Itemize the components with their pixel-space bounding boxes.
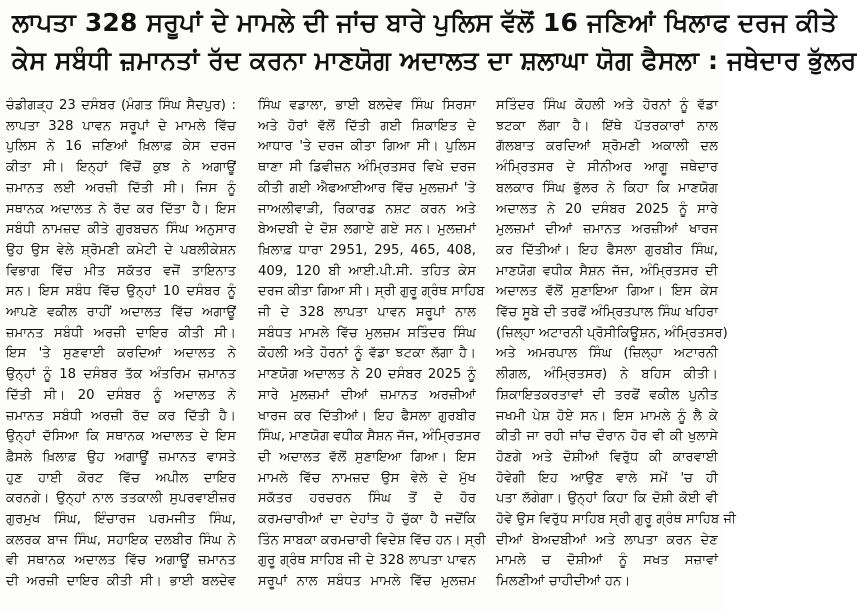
article-line: ਕੋਹਲੀ ਅਤੇ ਹੋਰਨਾਂ ਨੂੰ ਵੱਡਾ ਝਟਕਾ ਲੱਗਾ ਹੈ। <box>258 346 476 362</box>
article-line: ਸਿੰਘ, ਮਾਣਯੋਗ ਵਧੀਕ ਸੈਸ਼ਨ ਜੱਜ, ਅੰਮ੍ਰਿਤਸਰ <box>258 429 481 445</box>
article-line: ਫ਼ੈਸਲੇ ਖ਼ਿਲਾਫ਼ ਉਹ ਅਗਾਊਂ ਜ਼ਮਾਨਤ ਵਾਸਤੇ <box>6 449 236 465</box>
article-line: ਉਹ ਉਸ ਵੇਲੇ ਸ਼੍ਰੋਮਣੀ ਕਮੇਟੀ ਦੇ ਪਬਲੀਕੇਸ਼ਨ <box>6 242 236 258</box>
article-line: ਇਸ 'ਤੇ ਸੁਣਵਾਈ ਕਰਦਿਆਂ ਅਦਾਲਤ ਨੇ <box>6 346 236 362</box>
article-line: ਹੋਵੇ ਉਸ ਵਿਰੁੱਧ ਸਾਹਿਬ ਸ੍ਰੀ ਗੁਰੂ ਗ੍ਰੰਥ ਸਾਹਿਬ ਜੀ <box>496 512 737 528</box>
headline-line-2: ਕੇਸ ਸਬੰਧੀ ਜ਼ਮਾਨਤਾਂ ਰੱਦ ਕਰਨਾ ਮਾਣਯੋਗ ਅਦਾਲਤ ਦਾ ਸ਼ਲਾਘਾ ਯੋਗ ਫੈਸਲਾ : ਜਥੇਦਾਰ ਭੁੱਲਰ <box>12 46 857 75</box>
article-line: ਮੁਲਜ਼ਮਾਂ ਦੀਆਂ ਜ਼ਮਾਨਤ ਅਰਜ਼ੀਆਂ ਖਾਰਜ <box>496 222 718 238</box>
article-line: ਮਾਮਲੇ ਵਿੱਚ ਨਾਮਜ਼ਦ ਉਸ ਵੇਲੇ ਦੇ ਮੁੱਖ <box>258 470 476 486</box>
article-line: ਉਨ੍ਹਾਂ ਦੱਸਿਆ ਕਿ ਸਥਾਨਕ ਅਦਾਲਤ ਦੇ ਇਸ <box>6 429 236 445</box>
article-line: ਹੋਣਗੇ ਅਤੇ ਦੋਸ਼ੀਆਂ ਵਿਰੁੱਧ ਕੀ ਕਾਰਵਾਈ <box>496 449 718 465</box>
article-line: ਲਾਪਤਾ 328 ਪਾਵਨ ਸਰੂਪਾਂ ਦੇ ਮਾਮਲੇ ਵਿੱਚ <box>6 118 236 134</box>
article-line: ਉਨ੍ਹਾਂ ਨੂੰ 18 ਦਸੰਬਰ ਤੱਕ ਅੰਤਰਿਮ ਜ਼ਮਾਨਤ <box>6 367 236 383</box>
article-line: ਸਬੰਧੀ ਨਾਮਜ਼ਦ ਕੀਤੇ ਗੁਰਬਚਨ ਸਿੰਘ ਅਨੁਸਾਰ <box>6 222 236 238</box>
article-line: ਸਕੱਤਰ ਹਰਚਰਨ ਸਿੰਘ ਤੋਂ ਦੋ ਹੋਰ <box>258 491 476 507</box>
article-line: ਸਿੰਘ ਵਡਾਲਾ, ਭਾਈ ਬਲਦੇਵ ਸਿੰਘ ਸਿਰਸਾ <box>258 98 476 113</box>
article-line: ਬਲਕਾਰ ਸਿੰਘ ਭੁੱਲਰ ਨੇ ਕਿਹਾ ਕਿ ਮਾਣਯੋਗ <box>496 180 718 196</box>
article-line: ਲੀਗਲ, ਅੰਮ੍ਰਿਤਸਰ) ਨੇ ਬਹਿਸ ਕੀਤੀ। <box>496 367 718 383</box>
article-line: ਤਿੰਨ ਸਾਬਕਾ ਕਰਮਚਾਰੀ ਵਿਦੇਸ਼ ਵਿੱਚ ਹਨ। ਸ੍ਰੀ <box>258 532 486 548</box>
article-line: ਥਾਣਾ ਸੀ ਡਿਵੀਜ਼ਨ ਅੰਮ੍ਰਿਤਸਰ ਵਿਖੇ ਦਰਜ <box>258 160 476 176</box>
article-line: ਕੀਤਾ ਸੀ। ਇਨ੍ਹਾਂ ਵਿੱਚੋਂ ਕੁਝ ਨੇ ਅਗਾਊਂ <box>6 160 236 176</box>
article-column-1 <box>6 96 246 606</box>
article-line: ਦਰਜ ਕੀਤਾ ਗਿਆ ਸੀ। ਸ੍ਰੀ ਗੁਰੂ ਗ੍ਰੰਥ ਸਾਹਿਬ <box>258 284 485 300</box>
article-line: ਮਾਣਯੋਗ ਵਧੀਕ ਸੈਸ਼ਨ ਜੱਜ, ਅੰਮ੍ਰਿਤਸਰ ਦੀ <box>496 263 718 279</box>
article-line: ਹੋਵੇਗੀ ਇਹ ਆਉਣ ਵਾਲੇ ਸਮੇਂ 'ਚ ਹੀ <box>496 470 718 486</box>
article-line: ਸ਼ਿਕਾਇਤਕਰਤਾਵਾਂ ਦੀ ਤਰਫੋਂ ਵਕੀਲ ਪੁਨੀਤ <box>496 387 718 403</box>
article-line: ਅੰਮ੍ਰਿਤਸਰ ਦੇ ਸੀਨੀਅਰ ਆਗੂ ਜਥੇਦਾਰ <box>496 160 718 176</box>
article-line: ਕਰਨਗੇ। ਉਨ੍ਹਾਂ ਨਾਲ ਤਤਕਾਲੀ ਸੁਪਰਵਾਈਜ਼ਰ <box>6 491 236 507</box>
article-column-2 <box>246 96 484 606</box>
article-line: ਵਿਭਾਗ ਵਿੱਚ ਮੀਤ ਸਕੱਤਰ ਵਜੋਂ ਤਾਇਨਾਤ <box>6 263 236 279</box>
article-line: ਆਪਣੇ ਵਕੀਲ ਰਾਹੀਂ ਅਦਾਲਤ ਵਿੱਚ ਅਗਾਊਂ <box>6 305 236 321</box>
article-line: ਸਰੂਪਾਂ ਨਾਲ ਸਬੰਧਤ ਮਾਮਲੇ ਵਿੱਚ ਮੁਲਜ਼ਮ <box>258 574 476 590</box>
article-line: ਝਟਕਾ ਲੱਗਾ ਹੈ। ਇੱਥੇ ਪੱਤਰਕਾਰਾਂ ਨਾਲ <box>496 118 718 134</box>
article-line: ਕਰਮਚਾਰੀਆਂ ਦਾ ਦੇਹਾਂਤ ਹੋ ਚੁੱਕਾ ਹੈ ਜਦੋਂਕਿ <box>258 512 476 528</box>
article-line: ਵਿੱਚ ਸੂਬੇ ਦੀ ਤਰਫੋਂ ਅੰਮ੍ਰਿਤਪਾਲ ਸਿੰਘ ਖਹਿਰਾ <box>496 305 718 321</box>
article-line: ਕੀਤੀ ਜਾ ਰਹੀ ਜਾਂਚ ਦੌਰਾਨ ਹੋਰ ਵੀ ਕੀ ਖੁਲਾਸੇ <box>496 429 718 445</box>
article-line: ਪਤਾ ਲੱਗੇਗਾ। ਉਨ੍ਹਾਂ ਕਿਹਾ ਕਿ ਦੋਸ਼ੀ ਕੋਈ ਵੀ <box>496 491 718 507</box>
article-line: ਵੀ ਸਥਾਨਕ ਅਦਾਲਤ ਵਿੱਚ ਅਗਾਊਂ ਜ਼ਮਾਨਤ <box>6 553 236 569</box>
article-line: ਗੁਰੂ ਗ੍ਰੰਥ ਸਾਹਿਬ ਜੀ ਦੇ 328 ਲਾਪਤਾ ਪਾਵਨ <box>258 553 476 569</box>
article-line: ਜੀ ਦੇ 328 ਲਾਪਤਾ ਪਾਵਨ ਸਰੂਪਾਂ ਨਾਲ <box>258 305 476 321</box>
article-line: ਸਾਰੇ ਮੁਲਜ਼ਮਾਂ ਦੀਆਂ ਜ਼ਮਾਨਤ ਅਰਜ਼ੀਆਂ <box>258 387 476 403</box>
article-line: ਜ਼ਮਾਨਤ ਲਈ ਅਰਜ਼ੀ ਦਿੱਤੀ ਸੀ। ਜਿਸ ਨੂੰ <box>6 180 236 196</box>
article-line: 409, 120 ਬੀ ਆਈ.ਪੀ.ਸੀ. ਤਹਿਤ ਕੇਸ <box>258 263 476 279</box>
article-line: ਕਲਰਕ ਬਾਜ ਸਿੰਘ, ਸਹਾਇਕ ਦਲਬੀਰ ਸਿੰਘ ਨੇ <box>6 532 236 548</box>
article-line: ਅਤੇ ਅਮਰਪਾਲ ਸਿੰਘ (ਜ਼ਿਲ੍ਹਾ ਅਟਾਰਨੀ <box>496 346 718 362</box>
article-line: ਸਨ। ਇਸ ਸਬੰਧ ਵਿੱਚ ਉਨ੍ਹਾਂ 10 ਦਸੰਬਰ ਨੂੰ <box>6 284 236 300</box>
article-line: ਗੁਰਮੁਖ ਸਿੰਘ, ਇੰਚਾਰਜ ਪਰਮਜੀਤ ਸਿੰਘ, <box>6 512 236 528</box>
article-line: ਸਬੰਧਤ ਮਾਮਲੇ ਵਿੱਚ ਮੁਲਜ਼ਮ ਸਤਿੰਦਰ ਸਿੰਘ <box>258 325 476 341</box>
article-line: ਜਖਮੀ ਪੇਸ਼ ਹੋਏ ਸਨ। ਇਸ ਮਾਮਲੇ ਨੂੰ ਲੈ ਕੇ <box>496 408 718 424</box>
article-line: ਦਿੱਤੀ ਸੀ। 20 ਦਸੰਬਰ ਨੂੰ ਅਦਾਲਤ ਨੇ <box>6 387 236 403</box>
headline-line-1: ਲਾਪਤਾ 328 ਸਰੂਪਾਂ ਦੇ ਮਾਮਲੇ ਦੀ ਜਾਂਚ ਬਾਰੇ ਪੁਲਿਸ ਵੱਲੋਂ 16 ਜਣਿਆਂ ਖਿਲਾਫ ਦਰਜ ਕੀਤੇ <box>12 8 838 37</box>
article-line: ਅਦਾਲਤ ਨੇ 20 ਦਸੰਬਰ 2025 ਨੂੰ ਸਾਰੇ <box>496 201 718 217</box>
article-line: ਪੁਲਿਸ ਨੇ 16 ਜਣਿਆਂ ਖ਼ਿਲਾਫ਼ ਕੇਸ ਦਰਜ <box>6 139 236 155</box>
article-line: ਸਤਿੰਦਰ ਸਿੰਘ ਕੋਹਲੀ ਅਤੇ ਹੋਰਨਾਂ ਨੂੰ ਵੱਡਾ <box>496 98 718 113</box>
article-line: ਅਤੇ ਹੋਰਾਂ ਵੱਲੋਂ ਦਿੱਤੀ ਗਈ ਸ਼ਿਕਾਇਤ ਦੇ <box>258 118 476 134</box>
article-line: ਆਧਾਰ 'ਤੇ ਦਰਜ ਕੀਤਾ ਗਿਆ ਸੀ। ਪੁਲਿਸ <box>258 139 476 155</box>
article-column-3 <box>484 96 737 606</box>
article-line: ਦੀ ਅਰਜ਼ੀ ਦਾਇਰ ਕੀਤੀ ਸੀ। ਭਾਈ ਬਲਦੇਵ <box>6 574 236 590</box>
article-line: ਜ਼ਮਾਨਤ ਸਬੰਧੀ ਅਰਜ਼ੀ ਦਾਇਰ ਕੀਤੀ ਸੀ। <box>6 325 236 341</box>
article-line: ਜ਼ਮਾਨਤ ਸਬੰਧੀ ਅਰਜ਼ੀ ਰੱਦ ਕਰ ਦਿੱਤੀ ਹੈ। <box>6 408 236 424</box>
article-line: ਹੁਣ ਹਾਈ ਕੋਰਟ ਵਿੱਚ ਅਪੀਲ ਦਾਇਰ <box>6 470 236 486</box>
article-line: ਚੰਡੀਗੜ੍ਹ 23 ਦਸੰਬਰ (ਮੰਗਤ ਸਿੰਘ ਸੈਦਪੁਰ) : <box>6 98 236 113</box>
article-line: ਸਥਾਨਕ ਅਦਾਲਤ ਨੇ ਰੱਦ ਕਰ ਦਿੱਤਾ ਹੈ। ਇਸ <box>6 201 236 217</box>
article-line: ਅਦਾਲਤ ਵੱਲੋਂ ਸੁਣਾਇਆ ਗਿਆ। ਇਸ ਕੇਸ <box>496 284 718 300</box>
article-line: ਦੀਆਂ ਬੇਅਦਬੀਆਂ ਅਤੇ ਲਾਪਤਾ ਕਰਨ ਦੇਣ <box>496 532 718 548</box>
article-line: ਜਾਅਲੀਵਾੜੀ, ਰਿਕਾਰਡ ਨਸ਼ਟ ਕਰਨ ਅਤੇ <box>258 201 476 217</box>
article-line: ਬੇਅਦਬੀ ਦੇ ਦੋਸ਼ ਲਗਾਏ ਗਏ ਸਨ। ਮੁਲਜ਼ਮਾਂ <box>258 222 476 238</box>
headline <box>8 4 857 80</box>
article-line: ਕੀਤੀ ਗਈ ਐਫਆਈਆਰ ਵਿੱਚ ਮੁਲਜ਼ਮਾਂ 'ਤੇ <box>258 180 476 196</box>
article-line: ਖਾਰਜ ਕਰ ਦਿੱਤੀਆਂ। ਇਹ ਫੈਸਲਾ ਗੁਰਬੀਰ <box>258 408 476 424</box>
article-line: ਮਾਣਯੋਗ ਅਦਾਲਤ ਨੇ 20 ਦਸੰਬਰ 2025 ਨੂੰ <box>258 367 476 383</box>
article-line: ਦੀ ਅਦਾਲਤ ਵੱਲੋਂ ਸੁਣਾਇਆ ਗਿਆ। ਇਸ <box>258 449 476 465</box>
article-line: ਮਾਮਲੇ ਚ ਦੋਸ਼ੀਆਂ ਨੂੰ ਸਖਤ ਸਜ਼ਾਵਾਂ <box>496 553 718 569</box>
article-line: ਮਿਲਣੀਆਂ ਚਾਹੀਦੀਆਂ ਹਨ। <box>496 574 631 590</box>
article-line: ਗੱਲਬਾਤ ਕਰਦਿਆਂ ਸ਼੍ਰੋਮਣੀ ਅਕਾਲੀ ਦਲ <box>496 139 718 155</box>
article-body <box>6 96 737 606</box>
article-line: ਖ਼ਿਲਾਫ਼ ਧਾਰਾ 2951, 295, 465, 408, <box>258 242 476 258</box>
article-line: ਕਰ ਦਿੱਤੀਆਂ। ਇਹ ਫੈਸਲਾ ਗੁਰਬੀਰ ਸਿੰਘ, <box>496 242 718 258</box>
article-line: (ਜ਼ਿਲ੍ਹਾ ਅਟਾਰਨੀ ਪ੍ਰੋਸੀਕਿਊਸ਼ਨ, ਅੰਮ੍ਰਿਤਸਰ) <box>496 325 728 341</box>
